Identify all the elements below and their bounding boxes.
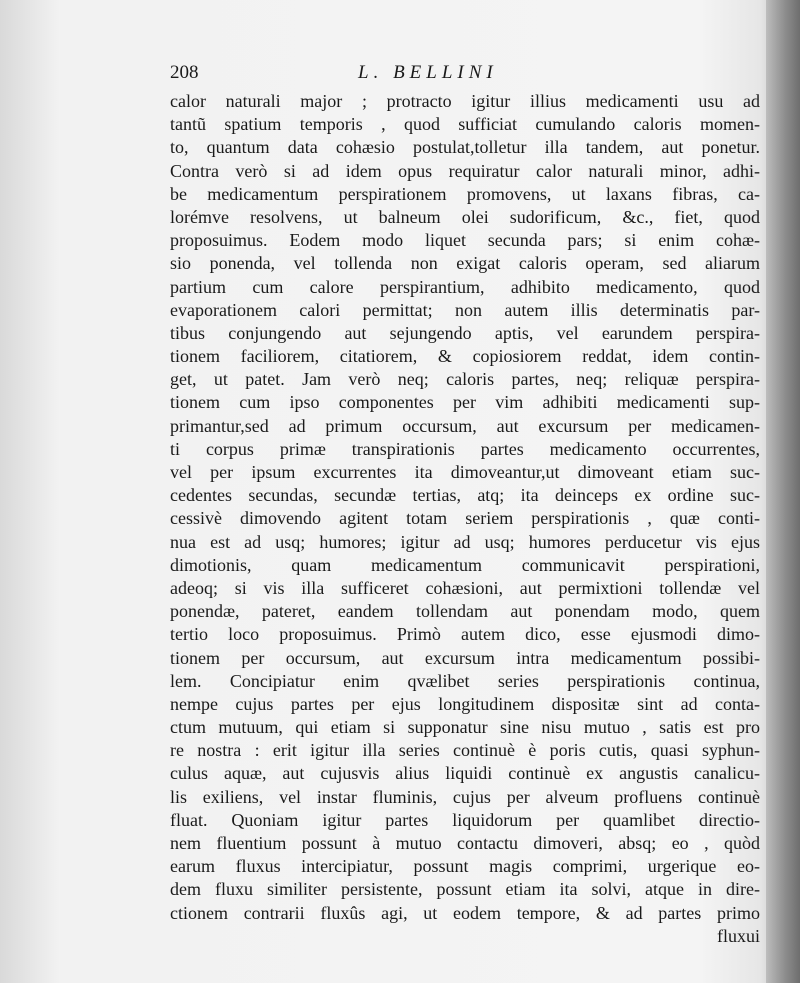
text-line: nem fluentium possunt à mutuo contactu dimoveri, absq; eo , quòd	[170, 833, 760, 853]
text-line: earum fluxus intercipiatur, possunt magis comprimi, urgerique eo-	[170, 856, 760, 877]
page-number: 208	[170, 62, 199, 83]
text-line: dimotionis, quam medicamentum communicavit perspirationi,	[170, 554, 760, 575]
text-line: ti corpus primæ transpirationis partes medicamento occurrentes,	[170, 438, 760, 459]
running-title: L. BELLINI	[358, 62, 498, 83]
text-line: cedentes secundas, secundæ tertias, atq; ita deinceps ex ordine suc-	[170, 485, 760, 506]
text-line: nua est ad usq; humores; igitur ad usq; humores perducetur vis ejus	[170, 531, 760, 552]
text-line: be medicamentum perspirationem promovens, ut laxans fibras, ca-	[170, 183, 760, 204]
text-line: cessivè dimovendo agitent totam seriem perspirationis , quæ conti-	[170, 508, 760, 529]
text-line: proposuimus. Eodem modo liquet secunda pars; si enim cohæ-	[170, 230, 760, 251]
text-line: lem. Concipiatur enim qvælibet series perspirationis continua,	[170, 670, 760, 691]
text-line: evaporationem calori permittat; non autem illis determinatis par-	[170, 299, 760, 320]
text-line: re nostra : erit igitur illa series continuè è poris cutis, quasi syphun-	[170, 740, 760, 761]
text-line: tionem cum ipso componentes per vim adhibiti medicamenti sup-	[170, 392, 760, 413]
text-line: Contra verò si ad idem opus requiratur calor naturali minor, adhi-	[170, 160, 760, 181]
book-page	[170, 58, 760, 968]
text-line: partium cum calore perspirantium, adhibito medicamento, quod	[170, 276, 760, 297]
book-page-edge	[766, 0, 800, 983]
text-line: tantũ spatium temporis , quod sufficiat cumulando caloris momen-	[170, 114, 760, 135]
text-line: sio ponenda, vel tollenda non exigat caloris operam, sed aliarum	[170, 253, 760, 274]
text-line: ctum mutuum, qui etiam si supponatur sine nisu mutuo , satis est pro	[170, 717, 760, 738]
catchword: fluxui	[717, 925, 760, 946]
text-line: vel per ipsum excurrentes ita dimoveantur,ut dimoveant etiam suc-	[170, 462, 760, 482]
text-line: tionem per occursum, aut excursum intra medicamentum possibi-	[170, 647, 760, 668]
running-head	[170, 58, 760, 90]
text-line: lorémve resolvens, ut balneum olei sudorificum, &c., fiet, quod	[170, 206, 760, 227]
text-line: get, ut patet. Jam verò neq; caloris partes, neq; reliquæ perspira-	[170, 369, 760, 390]
text-line: fluat. Quoniam igitur partes liquidorum per quamlibet directio-	[170, 809, 760, 830]
text-line: calor naturali major ; protracto igitur illius medicamenti usu ad	[170, 91, 760, 111]
text-line: primantur,sed ad primum occursum, aut excursum per medicamen-	[170, 415, 760, 436]
text-line: culus aquæ, aut cujusvis alius liquidi continuè ex angustis canalicu-	[170, 763, 760, 784]
text-line: to, quantum data cohæsio postulat,tolletur illa tandem, aut ponetur.	[170, 137, 760, 158]
text-line: tibus conjungendo aut sejungendo aptis, vel earundem perspira-	[170, 322, 760, 343]
text-line: adeoq; si vis illa sufficeret cohæsioni, aut permixtioni tollendæ vel	[170, 577, 760, 598]
body-text	[170, 90, 760, 948]
text-line: dem fluxu similiter persistente, possunt etiam ita solvi, atque in dire-	[170, 879, 760, 900]
text-line: nempe cujus partes per ejus longitudinem dispositæ sint ad conta-	[170, 693, 760, 714]
text-line: ponendæ, pateret, eandem tollendam aut ponendam modo, quem	[170, 601, 760, 622]
text-line: tertio loco proposuimus. Primò autem dico, esse ejusmodi dimo-	[170, 624, 760, 645]
text-line: lis exiliens, vel instar fluminis, cujus per alveum profluens continuè	[170, 786, 760, 807]
text-line: ctionem contrarii fluxûs agi, ut eodem tempore, & ad partes primo	[170, 902, 760, 923]
text-line: tionem faciliorem, citatiorem, & copiosiorem reddat, idem contin-	[170, 346, 760, 367]
